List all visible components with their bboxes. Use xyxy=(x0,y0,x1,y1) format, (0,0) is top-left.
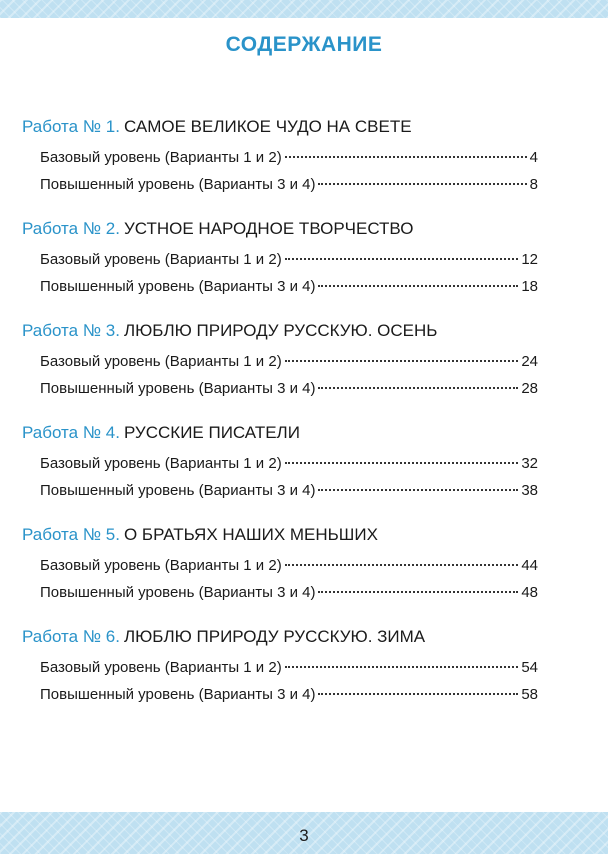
toc-entry-advanced[interactable] xyxy=(22,477,538,504)
work-number-label: Работа № 1. xyxy=(22,117,120,136)
entry-page-number: 44 xyxy=(521,557,538,574)
dot-leader xyxy=(318,693,518,695)
dot-leader xyxy=(318,387,518,389)
entry-label: Повышенный уровень (Варианты 3 и 4) xyxy=(40,584,316,601)
entry-page-number: 38 xyxy=(521,482,538,499)
entry-label: Базовый уровень (Варианты 1 и 2) xyxy=(40,149,282,166)
section-heading[interactable] xyxy=(22,419,538,447)
entry-page-number: 24 xyxy=(521,353,538,370)
page-title: СОДЕРЖАНИЕ xyxy=(225,33,383,56)
section-heading[interactable] xyxy=(22,521,538,549)
entry-label: Повышенный уровень (Варианты 3 и 4) xyxy=(40,686,316,703)
work-title: РУССКИЕ ПИСАТЕЛИ xyxy=(123,423,300,442)
dot-leader xyxy=(285,258,519,260)
section-heading[interactable] xyxy=(22,623,538,651)
toc-entry-advanced[interactable] xyxy=(22,681,538,708)
entry-page-number: 18 xyxy=(521,278,538,295)
entry-page-number: 4 xyxy=(529,149,538,166)
entry-label: Базовый уровень (Варианты 1 и 2) xyxy=(40,353,282,370)
toc-section-2 xyxy=(22,215,538,300)
toc-entry-advanced[interactable] xyxy=(22,171,538,198)
entry-page-number: 32 xyxy=(521,455,538,472)
work-number-label: Работа № 4. xyxy=(22,423,120,442)
work-number-label: Работа № 3. xyxy=(22,321,120,340)
toc-entry-basic[interactable] xyxy=(22,144,538,171)
page-number: 3 xyxy=(299,826,309,845)
toc-section-3 xyxy=(22,317,538,402)
work-number-label: Работа № 5. xyxy=(22,525,120,544)
dot-leader xyxy=(318,489,518,491)
work-title: ЛЮБЛЮ ПРИРОДУ РУССКУЮ. ОСЕНЬ xyxy=(123,321,438,340)
work-title: УСТНОЕ НАРОДНОЕ ТВОРЧЕСТВО xyxy=(123,219,414,238)
dot-leader xyxy=(318,285,518,287)
entry-label: Повышенный уровень (Варианты 3 и 4) xyxy=(40,278,316,295)
dot-leader xyxy=(285,156,527,158)
entry-label: Повышенный уровень (Варианты 3 и 4) xyxy=(40,482,316,499)
toc-section-1 xyxy=(22,113,538,198)
toc-entry-basic[interactable] xyxy=(22,654,538,681)
entry-page-number: 8 xyxy=(529,176,538,193)
work-title: ЛЮБЛЮ ПРИРОДУ РУССКУЮ. ЗИМА xyxy=(123,627,426,646)
entry-page-number: 58 xyxy=(521,686,538,703)
toc-entry-advanced[interactable] xyxy=(22,273,538,300)
entry-page-number: 48 xyxy=(521,584,538,601)
entry-label: Базовый уровень (Варианты 1 и 2) xyxy=(40,251,282,268)
dot-leader xyxy=(285,564,519,566)
work-title: О БРАТЬЯХ НАШИХ МЕНЬШИХ xyxy=(123,525,378,544)
entry-label: Базовый уровень (Варианты 1 и 2) xyxy=(40,659,282,676)
table-of-contents xyxy=(22,113,538,725)
dot-leader xyxy=(318,183,526,185)
section-heading[interactable] xyxy=(22,317,538,345)
entry-label: Базовый уровень (Варианты 1 и 2) xyxy=(40,455,282,472)
dot-leader xyxy=(318,591,518,593)
toc-entry-advanced[interactable] xyxy=(22,579,538,606)
toc-section-5 xyxy=(22,521,538,606)
work-title: САМОЕ ВЕЛИКОЕ ЧУДО НА СВЕТЕ xyxy=(123,117,412,136)
toc-entry-basic[interactable] xyxy=(22,450,538,477)
toc-entry-basic[interactable] xyxy=(22,552,538,579)
entry-page-number: 12 xyxy=(521,251,538,268)
dot-leader xyxy=(285,360,519,362)
dot-leader xyxy=(285,666,519,668)
section-heading[interactable] xyxy=(22,113,538,141)
entry-label: Повышенный уровень (Варианты 3 и 4) xyxy=(40,380,316,397)
toc-entry-basic[interactable] xyxy=(22,348,538,375)
dot-leader xyxy=(285,462,519,464)
entry-label: Повышенный уровень (Варианты 3 и 4) xyxy=(40,176,316,193)
entry-page-number: 54 xyxy=(521,659,538,676)
toc-entry-advanced[interactable] xyxy=(22,375,538,402)
entry-page-number: 28 xyxy=(521,380,538,397)
toc-section-4 xyxy=(22,419,538,504)
entry-label: Базовый уровень (Варианты 1 и 2) xyxy=(40,557,282,574)
work-number-label: Работа № 2. xyxy=(22,219,120,238)
toc-entry-basic[interactable] xyxy=(22,246,538,273)
top-decorative-band xyxy=(0,0,608,18)
work-number-label: Работа № 6. xyxy=(22,627,120,646)
section-heading[interactable] xyxy=(22,215,538,243)
toc-section-6 xyxy=(22,623,538,708)
